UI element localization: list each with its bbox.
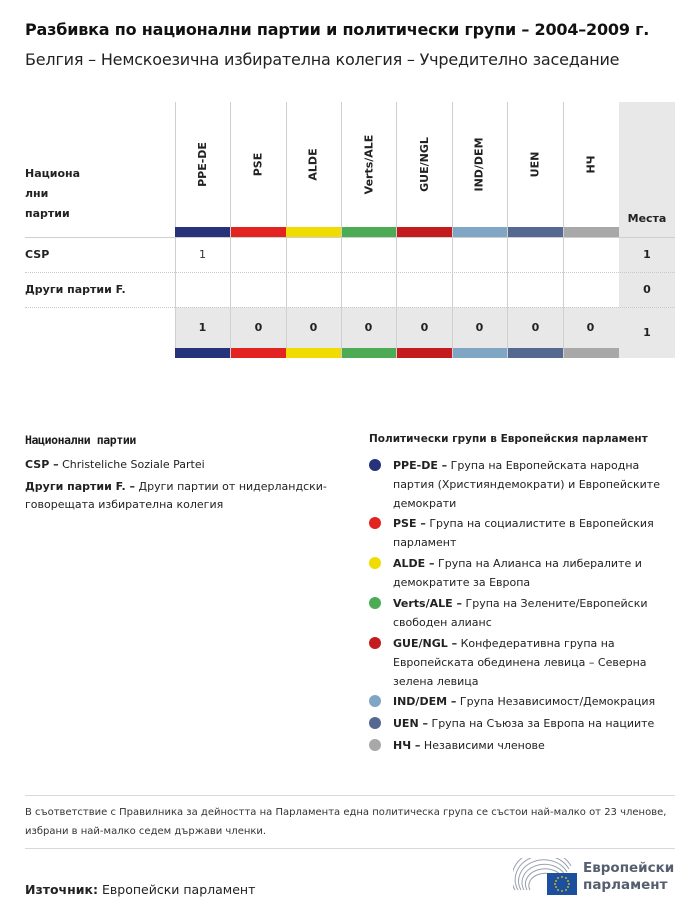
color-bar-ind-dem [453, 348, 507, 358]
color-bar-verts-ale [342, 227, 396, 237]
parliament-hemicycle-icon [513, 858, 577, 896]
color-bar-pse [231, 348, 286, 358]
circle-icon [369, 557, 381, 569]
circle-icon [369, 695, 381, 707]
seats-value: 0 [643, 283, 651, 296]
total-seats: 1 [643, 326, 651, 339]
political-groups-legend-title: Политически групи в Европейския парламент [369, 433, 648, 445]
group-header-pse: PSE [251, 152, 265, 177]
legend-item-nc: НЧ – Независими членове [369, 736, 669, 755]
color-bar-alde [286, 348, 341, 358]
seats-header: Места [627, 212, 667, 225]
cell-value: 1 [199, 248, 206, 261]
row-label-csp: CSP [25, 248, 50, 261]
legend-item-verts-ale: Verts/ALE – Група на Зелените/Европейски свободен алианс [369, 594, 669, 632]
circle-icon [369, 517, 381, 529]
legend-item-gue-ngl: GUE/NGL – Конфедеративна група на Европейската обединена левица – Северна зелена левица [369, 634, 669, 691]
national-parties-header: Национа лни партии [25, 167, 81, 220]
circle-icon [369, 637, 381, 649]
seats-value: 1 [643, 248, 651, 261]
row-divider [25, 237, 675, 238]
source-line: Източник: Европейски парламент [25, 882, 256, 897]
footer-note: В съответствие с Правилника за дейността на Парламента една политическа група се състои най-малко от 23 членове, избрани в най-малко седем държави членки. [25, 807, 667, 837]
color-bar-uen [508, 348, 563, 358]
color-bar-nc [564, 227, 619, 237]
total-nc: 0 [586, 321, 595, 334]
group-header-nc: НЧ [584, 155, 598, 174]
color-bar-pse [231, 227, 286, 237]
page-subtitle: Белгия – Немскоезична избирателна колегия – Учредително заседание [25, 50, 620, 69]
circle-icon [369, 459, 381, 471]
page-title: Разбивка по национални партии и политически групи – 2004–2009 г. [25, 20, 650, 39]
color-bar-ppe-de [175, 348, 230, 358]
legend-item-other-parties: Други партии F. – Други партии от нидерландски-говорещата избирателна колегия [25, 480, 327, 511]
group-header-gue-ngl: GUE/NGL [417, 137, 431, 192]
color-bar-nc [564, 348, 619, 358]
total-ind-dem: 0 [475, 321, 484, 334]
color-bar-alde [286, 227, 341, 237]
total-uen: 0 [531, 321, 540, 334]
footer-divider [25, 795, 675, 796]
row-divider [25, 272, 675, 273]
european-parliament-logo [513, 858, 678, 896]
seats-table [25, 102, 675, 358]
group-header-alde: ALDE [306, 148, 320, 181]
color-bar-verts-ale [342, 348, 396, 358]
seats-column-bg [619, 102, 675, 358]
legend-item-ppe-de: PPE-DE – Група на Европейската народна партия (Християндемократи) и Европейските демократи [369, 456, 669, 513]
group-header-verts-ale: Verts/ALE [362, 134, 376, 195]
group-header-ind-dem: IND/DEM [472, 137, 486, 192]
total-alde: 0 [309, 321, 318, 334]
row-divider [25, 307, 675, 308]
group-header-uen: UEN [528, 151, 542, 178]
row-label-other-parties: Други партии F. [25, 283, 126, 296]
color-bar-gue-ngl [397, 348, 452, 358]
legend-item-alde: ALDE – Група на Алианса на либералите и демократите за Европа [369, 554, 669, 592]
total-ppe-de: 1 [198, 321, 207, 334]
legend-item-pse: PSE – Група на социалистите в Европейския парламент [369, 514, 669, 552]
total-pse: 0 [254, 321, 263, 334]
total-verts-ale: 0 [364, 321, 373, 334]
national-parties-legend-title: Национални партии [25, 433, 136, 447]
color-bar-ppe-de [175, 227, 230, 237]
circle-icon [369, 597, 381, 609]
color-bar-gue-ngl [397, 227, 452, 237]
legend-item-csp: CSP – Christeliche Soziale Partei [25, 458, 205, 471]
legend-item-uen: UEN – Група на Съюза за Европа на нациите [369, 714, 669, 733]
circle-icon [369, 739, 381, 751]
footer-divider [25, 848, 675, 849]
group-header-ppe-de: PPE-DE [195, 142, 209, 187]
color-bar-uen [508, 227, 563, 237]
circle-icon [369, 717, 381, 729]
legend-item-ind-dem: IND/DEM – Група Независимост/Демокрация [369, 692, 669, 711]
color-bar-ind-dem [453, 227, 507, 237]
total-gue-ngl: 0 [420, 321, 429, 334]
logo-text: Европейски парламент [583, 860, 675, 893]
